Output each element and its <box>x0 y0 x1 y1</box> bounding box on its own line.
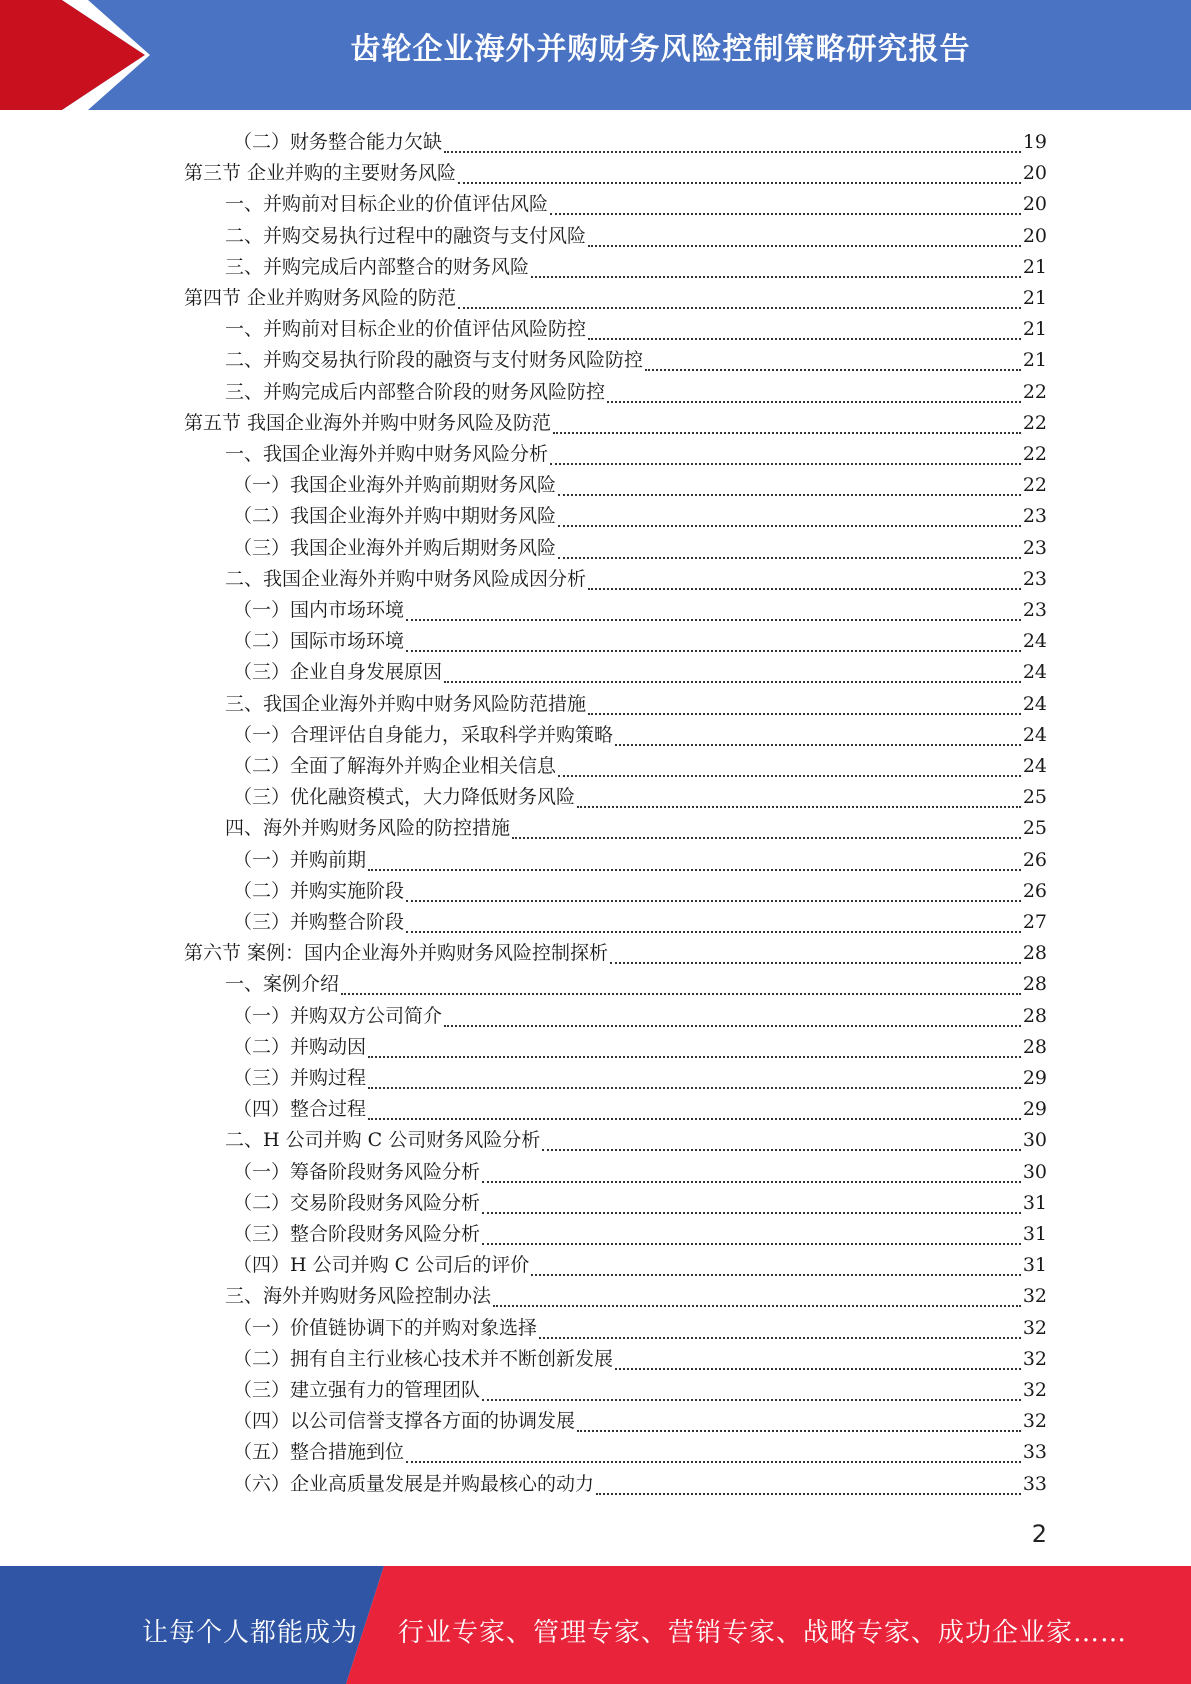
toc-entry[interactable] <box>233 1001 1047 1032</box>
toc-entry-page: 25 <box>1022 786 1047 809</box>
toc-entry-page: 21 <box>1022 349 1047 372</box>
toc-entry-title: （五）整合措施到位 <box>233 1441 405 1464</box>
toc-entry-page: 23 <box>1022 505 1047 528</box>
toc-entry-title: （二）并购动因 <box>233 1035 367 1058</box>
toc-entry-title: （二）并购实施阶段 <box>233 879 405 902</box>
toc-entry[interactable] <box>225 345 1047 376</box>
toc-entry-title: 一、案例介绍 <box>225 973 340 996</box>
toc-entry-title: 第五节 我国企业海外并购中财务风险及防范 <box>184 411 552 434</box>
toc-entry[interactable] <box>225 689 1047 720</box>
toc-entry-title: 一、我国企业海外并购中财务风险分析 <box>225 443 549 465</box>
toc-entry[interactable] <box>233 595 1047 626</box>
toc-entry-page: 31 <box>1022 1223 1047 1245</box>
toc-entry[interactable] <box>233 1250 1047 1281</box>
toc-entry-title: （三）并购整合阶段 <box>233 911 405 933</box>
toc-entry-page: 32 <box>1022 1316 1047 1339</box>
toc-entry[interactable] <box>225 221 1047 252</box>
toc-entry[interactable] <box>233 751 1047 782</box>
toc-leader-dots <box>550 213 1021 215</box>
toc-leader-dots <box>550 463 1021 465</box>
toc-entry-title: （三）整合阶段财务风险分析 <box>233 1223 481 1245</box>
toc-entry-page: 31 <box>1022 1191 1047 1214</box>
toc-entry-page: 21 <box>1022 318 1047 341</box>
toc-entry-title: 第三节 企业并购的主要财务风险 <box>184 162 457 185</box>
toc-entry[interactable] <box>233 501 1047 532</box>
toc-entry-page: 31 <box>1022 1254 1047 1277</box>
toc-entry[interactable] <box>233 876 1047 907</box>
toc-entry-page: 28 <box>1022 973 1047 996</box>
toc-entry-title: （一）国内市场环境 <box>233 599 405 621</box>
toc-entry-page: 24 <box>1022 723 1047 746</box>
toc-leader-dots <box>406 1461 1021 1463</box>
toc-leader-dots <box>444 1025 1021 1027</box>
toc-leader-dots <box>542 1149 1021 1151</box>
toc-entry-page: 23 <box>1022 536 1047 559</box>
toc-entry-page: 23 <box>1022 599 1047 621</box>
toc-entry[interactable] <box>233 1188 1047 1219</box>
toc-leader-dots <box>558 557 1021 559</box>
toc-entry-page: 20 <box>1022 224 1047 247</box>
toc-entry[interactable] <box>225 1125 1047 1156</box>
toc-entry[interactable] <box>233 470 1047 501</box>
toc-entry[interactable] <box>233 533 1047 564</box>
toc-leader-dots <box>406 900 1021 902</box>
toc-leader-dots <box>512 837 1021 839</box>
toc-entry-title: （二）国际市场环境 <box>233 630 405 653</box>
toc-leader-dots <box>493 1305 1021 1307</box>
toc-entry-page: 32 <box>1022 1347 1047 1370</box>
toc-entry-title: （一）价值链协调下的并购对象选择 <box>233 1316 538 1339</box>
toc-entry-page: 21 <box>1022 255 1047 278</box>
toc-entry-title: 三、并购完成后内部整合的财务风险 <box>225 255 530 278</box>
toc-entry-title: 第六节 案例：国内企业海外并购财务风险控制探析 <box>184 942 609 965</box>
toc-entry[interactable] <box>233 1313 1047 1344</box>
toc-entry-page: 23 <box>1022 567 1047 590</box>
toc-entry[interactable] <box>233 1344 1047 1375</box>
toc-entry[interactable] <box>233 1219 1047 1250</box>
toc-entry[interactable] <box>233 657 1047 688</box>
toc-leader-dots <box>406 931 1021 933</box>
toc-entry[interactable] <box>233 127 1047 158</box>
toc-entry-page: 22 <box>1022 474 1047 497</box>
toc-leader-dots <box>596 1493 1021 1495</box>
toc-entry-page: 29 <box>1022 1067 1047 1089</box>
toc-entry[interactable] <box>184 938 1047 969</box>
toc-entry-page: 24 <box>1022 755 1047 777</box>
toc-leader-dots <box>482 1399 1021 1401</box>
toc-entry-title: （二）财务整合能力欠缺 <box>233 131 443 153</box>
toc-leader-dots <box>615 744 1021 746</box>
toc-entry[interactable] <box>225 314 1047 345</box>
toc-entry-page: 26 <box>1022 848 1047 871</box>
toc-entry-page: 29 <box>1022 1098 1047 1121</box>
toc-entry-title: （三）企业自身发展原因 <box>233 661 443 684</box>
toc-entry-page: 32 <box>1022 1379 1047 1401</box>
toc-entry-title: 三、我国企业海外并购中财务风险防范措施 <box>225 692 587 715</box>
toc-entry-title: 二、我国企业海外并购中财务风险成因分析 <box>225 567 587 590</box>
toc-entry-title: 三、并购完成后内部整合阶段的财务风险防控 <box>225 380 606 403</box>
toc-entry-page: 33 <box>1022 1441 1047 1464</box>
toc-entry-page: 24 <box>1022 630 1047 653</box>
toc-entry-page: 30 <box>1022 1129 1047 1152</box>
toc-entry[interactable] <box>233 845 1047 876</box>
toc-entry[interactable] <box>225 969 1047 1000</box>
toc-entry[interactable] <box>233 1063 1047 1094</box>
toc-entry-page: 22 <box>1022 443 1047 465</box>
toc-entry-page: 24 <box>1022 661 1047 684</box>
toc-leader-dots <box>645 369 1021 371</box>
toc-leader-dots <box>588 588 1021 590</box>
toc-entry-title: （一）筹备阶段财务风险分析 <box>233 1160 481 1183</box>
toc-entry-page: 26 <box>1022 879 1047 902</box>
toc-entry-page: 28 <box>1022 1035 1047 1058</box>
toc-entry[interactable] <box>225 189 1047 220</box>
toc-entry-title: （二）全面了解海外并购企业相关信息 <box>233 755 557 777</box>
toc-entry-title: （一）我国企业海外并购前期财务风险 <box>233 474 557 497</box>
toc-leader-dots <box>577 1430 1021 1432</box>
footer-slogan-left: 让每个人都能成为 <box>142 1618 359 1648</box>
toc-leader-dots <box>368 869 1021 871</box>
toc-entry[interactable] <box>233 1094 1047 1125</box>
toc-leader-dots <box>341 993 1021 995</box>
toc-entry-title: （一）并购前期 <box>233 848 367 871</box>
toc-entry-title: 第四节 企业并购财务风险的防范 <box>184 287 457 309</box>
toc-leader-dots <box>588 245 1021 247</box>
toc-entry-page: 24 <box>1022 692 1047 715</box>
toc-leader-dots <box>558 494 1021 496</box>
toc-entry[interactable] <box>233 1406 1047 1437</box>
toc-leader-dots <box>607 401 1021 403</box>
toc-entry-title: （四）H 公司并购 C 公司后的评价 <box>233 1254 530 1277</box>
toc-leader-dots <box>368 1118 1021 1120</box>
toc-leader-dots <box>615 1368 1021 1370</box>
toc-entry[interactable] <box>233 626 1047 657</box>
toc-entry-page: 32 <box>1022 1410 1047 1433</box>
toc-leader-dots <box>588 713 1021 715</box>
toc-leader-dots <box>588 338 1021 340</box>
toc-entry-page: 20 <box>1022 193 1047 216</box>
footer-slogan-right: 行业专家、管理专家、营销专家、战略专家、成功企业家…… <box>398 1618 1128 1648</box>
toc-entry-page: 28 <box>1022 942 1047 965</box>
toc-entry-page: 25 <box>1022 817 1047 840</box>
toc-entry[interactable] <box>233 1157 1047 1188</box>
toc-entry[interactable] <box>233 1469 1047 1500</box>
toc-entry-title: （四）以公司信誉支撑各方面的协调发展 <box>233 1410 576 1433</box>
toc-leader-dots <box>458 307 1021 309</box>
toc-entry-title: 二、H 公司并购 C 公司财务风险分析 <box>225 1129 541 1152</box>
toc-leader-dots <box>482 1181 1021 1183</box>
page-footer <box>0 1566 1191 1684</box>
toc-entry[interactable] <box>225 439 1047 470</box>
toc-entry[interactable] <box>233 1437 1047 1468</box>
toc-leader-dots <box>610 962 1021 964</box>
toc-entry-page: 22 <box>1022 411 1047 434</box>
toc-entry-page: 19 <box>1022 131 1047 153</box>
toc-entry-title: 三、海外并购财务风险控制办法 <box>225 1285 492 1308</box>
toc-leader-dots <box>531 1274 1021 1276</box>
toc-entry-title: 一、并购前对目标企业的价值评估风险 <box>225 193 549 216</box>
toc-leader-dots <box>558 775 1021 777</box>
toc-entry[interactable] <box>233 1375 1047 1406</box>
toc-entry-title: （二）拥有自主行业核心技术并不断创新发展 <box>233 1347 614 1370</box>
toc-entry-title: （三）我国企业海外并购后期财务风险 <box>233 536 557 559</box>
toc-entry[interactable] <box>233 907 1047 938</box>
toc-entry[interactable] <box>233 720 1047 751</box>
toc-entry-page: 21 <box>1022 287 1047 309</box>
toc-entry[interactable] <box>184 408 1047 439</box>
toc-entry-title: （三）建立强有力的管理团队 <box>233 1379 481 1401</box>
toc-leader-dots <box>553 432 1021 434</box>
page-header <box>0 0 1191 110</box>
toc-leader-dots <box>482 1212 1021 1214</box>
toc-entry-title: 二、并购交易执行过程中的融资与支付风险 <box>225 224 587 247</box>
toc-entry-title: （二）交易阶段财务风险分析 <box>233 1191 481 1214</box>
toc-leader-dots <box>406 650 1021 652</box>
toc-entry[interactable] <box>233 1032 1047 1063</box>
toc-entry-page: 28 <box>1022 1004 1047 1027</box>
toc-entry-page: 33 <box>1022 1472 1047 1495</box>
toc-leader-dots <box>406 619 1021 621</box>
toc-leader-dots <box>368 1056 1021 1058</box>
toc-entry-page: 27 <box>1022 911 1047 933</box>
toc-entry-page: 22 <box>1022 380 1047 403</box>
toc-entry[interactable] <box>225 813 1047 844</box>
toc-entry[interactable] <box>184 283 1047 314</box>
toc-entry-title: （一）并购双方公司简介 <box>233 1004 443 1027</box>
toc-entry[interactable] <box>225 377 1047 408</box>
toc-entry[interactable] <box>233 782 1047 813</box>
toc-entry-page: 32 <box>1022 1285 1047 1308</box>
document-title: 齿轮企业海外并购财务风险控制策略研究报告 <box>350 32 971 67</box>
toc-leader-dots <box>444 681 1021 683</box>
toc-leader-dots <box>458 182 1021 184</box>
toc-entry-title: （六）企业高质量发展是并购最核心的动力 <box>233 1472 595 1495</box>
toc-entry-title: （二）我国企业海外并购中期财务风险 <box>233 505 557 528</box>
toc-leader-dots <box>482 1243 1021 1245</box>
toc-entry[interactable] <box>225 1281 1047 1312</box>
toc-leader-dots <box>368 1087 1021 1089</box>
toc-entry-page: 20 <box>1022 162 1047 185</box>
toc-entry-title: （一）合理评估自身能力，采取科学并购策略 <box>233 723 614 746</box>
toc-entry[interactable] <box>225 252 1047 283</box>
toc-entry-title: 一、并购前对目标企业的价值评估风险防控 <box>225 318 587 341</box>
toc-leader-dots <box>558 525 1021 527</box>
toc-entry[interactable] <box>225 564 1047 595</box>
page-number: 2 <box>1031 1520 1047 1548</box>
toc-entry-title: （三）并购过程 <box>233 1067 367 1089</box>
toc-leader-dots <box>539 1337 1021 1339</box>
toc-entry-title: 二、并购交易执行阶段的融资与支付财务风险防控 <box>225 349 644 372</box>
toc-entry-page: 30 <box>1022 1160 1047 1183</box>
toc-entry-title: 四、海外并购财务风险的防控措施 <box>225 817 511 840</box>
toc-leader-dots <box>577 806 1021 808</box>
toc-entry[interactable] <box>184 158 1047 189</box>
toc-entry-title: （四）整合过程 <box>233 1098 367 1121</box>
toc-leader-dots <box>531 276 1021 278</box>
toc-entry-title: （三）优化融资模式，大力降低财务风险 <box>233 786 576 809</box>
toc-leader-dots <box>444 151 1021 153</box>
